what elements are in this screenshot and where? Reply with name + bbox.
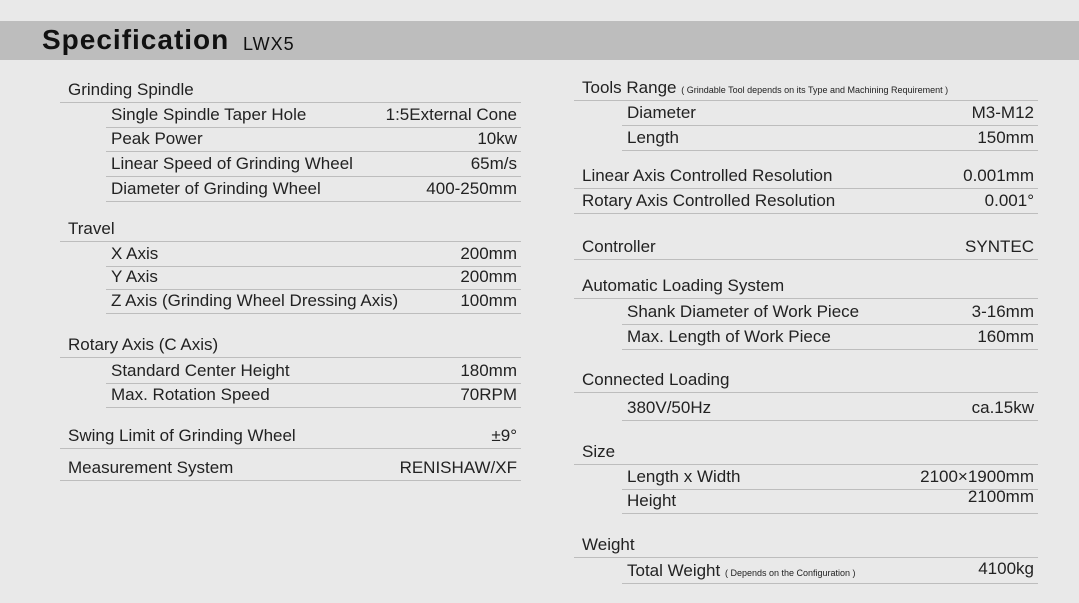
- model-name: LWX5: [243, 34, 295, 54]
- spec-row: 380V/50Hz ca.15kw: [622, 397, 1038, 421]
- spec-row: X Axis 200mm: [106, 243, 521, 267]
- section-heading-grinding-spindle: Grinding Spindle: [60, 79, 521, 103]
- section-heading-travel: Travel: [60, 218, 521, 242]
- spec-row: Length 150mm: [622, 127, 1038, 151]
- spec-row-measurement: Measurement System RENISHAW/XF: [60, 457, 521, 481]
- spec-row: Height 2100mm: [622, 490, 1038, 514]
- spec-row-linear-resolution: Linear Axis Controlled Resolution 0.001mm: [574, 165, 1038, 189]
- spec-row: Max. Length of Work Piece 160mm: [622, 326, 1038, 350]
- spec-row: Max. Rotation Speed 70RPM: [106, 384, 521, 408]
- spec-row-controller: Controller SYNTEC: [574, 236, 1038, 260]
- section-heading-tools-range: Tools Range ( Grindable Tool depends on its Type and Machining Requirement ): [574, 77, 1038, 101]
- section-heading-connected-loading: Connected Loading: [574, 369, 1038, 393]
- spec-row: Peak Power 10kw: [106, 128, 521, 152]
- section-heading-weight: Weight: [574, 534, 1038, 558]
- section-heading-rotary-axis: Rotary Axis (C Axis): [60, 334, 521, 358]
- section-heading-size: Size: [574, 441, 1038, 465]
- spec-row: Y Axis 200mm: [106, 266, 521, 290]
- spec-row-swing-limit: Swing Limit of Grinding Wheel ±9°: [60, 425, 521, 449]
- section-heading-loading-system: Automatic Loading System: [574, 275, 1038, 299]
- spec-row: Z Axis (Grinding Wheel Dressing Axis) 100mm: [106, 290, 521, 314]
- spec-row: Standard Center Height 180mm: [106, 360, 521, 384]
- spec-row: Total Weight ( Depends on the Configuration ) 4100kg: [622, 560, 1038, 584]
- spec-row: Single Spindle Taper Hole 1:5External Cone: [106, 104, 521, 128]
- spec-header: [0, 21, 1079, 60]
- spec-row: Length x Width 2100×1900mm: [622, 466, 1038, 490]
- spec-row: Diameter M3-M12: [622, 102, 1038, 126]
- spec-row: Shank Diameter of Work Piece 3-16mm: [622, 301, 1038, 325]
- spec-row: Diameter of Grinding Wheel 400-250mm: [106, 178, 521, 202]
- spec-row: Linear Speed of Grinding Wheel 65m/s: [106, 153, 521, 177]
- spec-row-rotary-resolution: Rotary Axis Controlled Resolution 0.001°: [574, 190, 1038, 214]
- page-title: Specification: [42, 24, 230, 55]
